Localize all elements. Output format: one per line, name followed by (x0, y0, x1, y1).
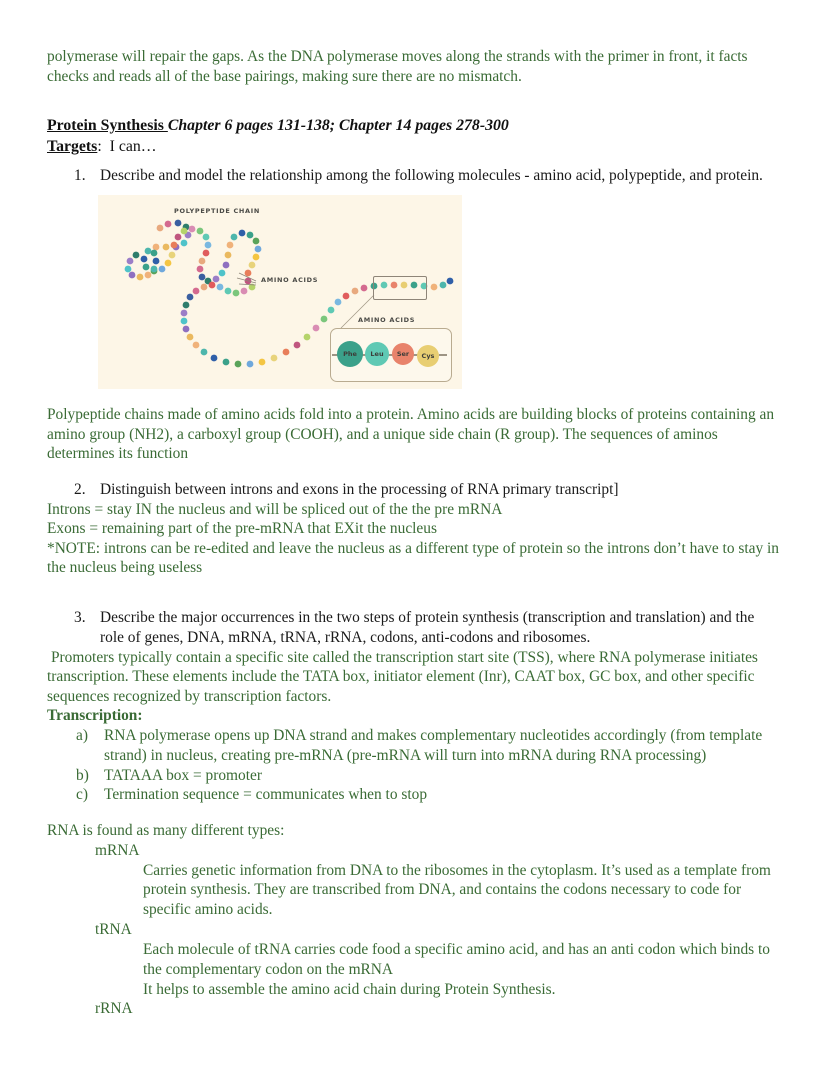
targets-list-2 (47, 480, 781, 500)
amino-acid-dot-leu (365, 342, 389, 366)
amino-acid-dot-cys (417, 345, 439, 367)
list-item-text: RNA polymerase opens up DNA strand and makes complementary nucleotides accordingly (from template strand) in nucleus, creating pre-mRNA (pre-mRNA will turn into mRNA during RNA processing) (104, 726, 763, 764)
answer-exons: Exons = remaining part of the pre-mRNA that EXit the nucleus (47, 520, 437, 538)
document-content (47, 47, 781, 1019)
list-marker: 1. (74, 167, 86, 185)
list-item (47, 766, 781, 786)
answer-paragraph-1: Polypeptide chains made of amino acids fold into a protein. Amino acids are building blocks of proteins containing an amino group (NH2), a carboxyl group (COOH), and a unique side chain (R group). The sequences of aminos determines its function (47, 405, 775, 463)
list-marker: 3. (74, 608, 86, 626)
intro-paragraph: polymerase will repair the gaps. As the DNA polymerase moves along the strands with the primer in front, it facts checks and reads all of the base pairings, making sure there are no mismatch. (47, 48, 748, 85)
rna-type-desc-trna: Each molecule of tRNA carries code food a specific amino acid, and has an anti codon which binds to the complementary codon on the mRNA (143, 941, 770, 978)
list-marker: b) (76, 766, 89, 784)
targets-line (47, 136, 781, 157)
targets-rest: I can… (109, 138, 157, 156)
amino-acid-label: Phe (343, 349, 357, 358)
amino-acid-dot-phe (337, 341, 363, 367)
list-item (47, 785, 781, 805)
amino-acid-dot-ser (392, 343, 414, 365)
list-item-text: Describe and model the relationship among the following molecules - amino acid, polypeptide, and protein. (100, 167, 763, 185)
answer-note: *NOTE: introns can be re-edited and leave the nucleus as a different type of protein so the introns don’t have to stay in the nucleus being useless (47, 539, 779, 577)
amino-acid-inset (330, 328, 452, 382)
spacer (47, 389, 781, 405)
targets-list-3 (47, 608, 781, 648)
list-item (47, 480, 781, 500)
targets-label: Targets (47, 138, 98, 156)
figure-zoom-box (373, 276, 427, 300)
answer-introns: Introns = stay IN the nucleus and will be spliced out of the the pre mRNA (47, 500, 503, 518)
targets-list-1 (47, 166, 781, 186)
list-item-text: Distinguish between introns and exons in the processing of RNA primary transcript] (100, 480, 619, 498)
amino-acid-label: Leu (370, 349, 384, 358)
spacer (47, 86, 781, 116)
section-heading (47, 116, 781, 136)
spacer (47, 157, 781, 166)
spacer (47, 578, 781, 608)
list-item (47, 166, 781, 186)
list-item-text: Describe the major occurrences in the two steps of protein synthesis (transcription and translation) and the role of genes, DNA, mRNA, tRNA, rRNA, codons, anti-codons and ribosomes. (100, 608, 755, 646)
rna-type-name-trna: tRNA (95, 921, 132, 939)
rna-type-desc-trna-2: It helps to assemble the amino acid chain during Protein Synthesis. (143, 980, 556, 998)
list-marker: 2. (74, 480, 86, 498)
list-marker: c) (76, 786, 88, 804)
rna-type-name-mrna: mRNA (95, 841, 140, 859)
spacer (47, 805, 781, 821)
list-marker: a) (76, 726, 88, 744)
rna-type-desc-mrna: Carries genetic information from DNA to the ribosomes in the cytoplasm. It’s used as a template from protein synthesis. They are transcribed from DNA, and contains the codons necessary to code for specific amino acids. (143, 861, 771, 919)
spacer (47, 186, 781, 195)
polypeptide-chain-figure (98, 195, 462, 389)
answer-promoters: Promoters typically contain a specific site called the transcription start site (TSS), where RNA polymerase initiates transcription. These elements include the TATA box, initiator element (Inr), CAAT box, GC box, and other specific sequences recognized by transcription factors. (47, 648, 758, 705)
rna-intro: RNA is found as many different types: (47, 822, 285, 840)
section-heading-reference: Chapter 6 pages 131-138; Chapter 14 pages 278-300 (167, 117, 509, 135)
spacer (47, 464, 781, 480)
transcription-steps (47, 726, 781, 805)
amino-acid-label: Ser (396, 349, 410, 358)
rna-type-name-rrna: rRNA (95, 1000, 133, 1018)
amino-acid-label: Cys (421, 351, 435, 360)
aa-connector (439, 354, 447, 356)
list-item (47, 726, 781, 766)
transcription-heading: Transcription: (47, 707, 143, 725)
list-item-text: TATAAA box = promoter (104, 766, 262, 784)
list-item-text: Termination sequence = communicates when to stop (104, 786, 428, 804)
figure-title: POLYPEPTIDE CHAIN (174, 206, 261, 215)
targets-colon: : (97, 138, 102, 156)
section-heading-title: Protein Synthesis (47, 117, 168, 135)
list-item (47, 608, 781, 648)
figure-label-amino-acids-2: AMINO ACIDS (358, 315, 416, 324)
figure-label-amino-acids-1: AMINO ACIDS (261, 275, 319, 284)
